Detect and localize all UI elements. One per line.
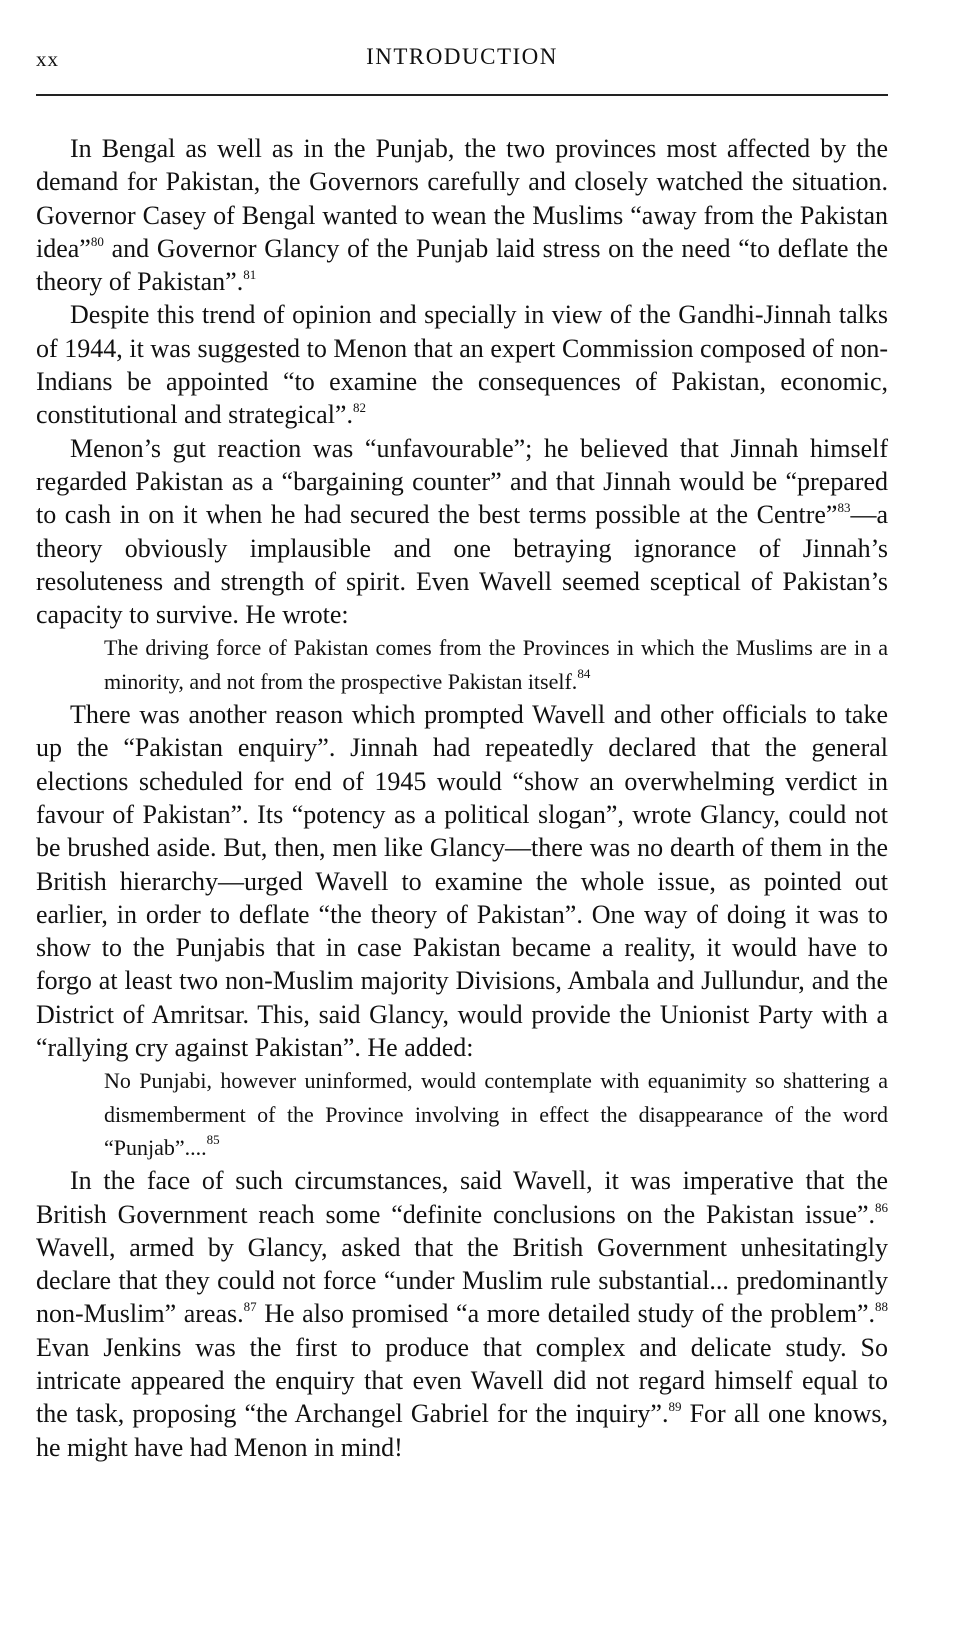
section-title: INTRODUCTION — [366, 44, 558, 69]
body-text — [36, 132, 888, 1464]
book-page — [36, 0, 888, 1464]
footnote-reference: 82 — [352, 400, 366, 416]
text-run: He also promised “a more detailed study of the problem”. — [256, 1299, 875, 1329]
paragraph — [36, 698, 888, 1064]
text-run: Evan Jenkins was the first to produce that complex and delicate study. So intricate appeared the enquiry that even Wavell did not regard himself equal to the task, proposing “the Archangel Gabriel for the inquiry”. — [36, 1332, 888, 1429]
running-header — [36, 0, 888, 96]
paragraph — [36, 432, 888, 632]
text-run: There was another reason which prompted Wavell and other officials to take up the “Pakistan enquiry”. Jinnah had repeatedly declared that the general elections scheduled for end of 1945 would “show an overwhelming verdict in favour of Pakistan”. Its “potency as a political slogan”, wrote Glancy, could not be brushed aside. But, then, men like Glancy—there was no dearth of them in the British hierarchy—urged Wavell to examine the whole issue, as pointed out earlier, in order to deflate “the theory of Pakistan”. One way of doing it was to show to the Punjabis that in case Pakistan became a reality, it would have to forgo at least two non-Muslim majority Divisions, Ambala and Jullundur, and the District of Amritsar. This, said Glancy, would provide the Unionist Party with a “rallying cry against Pakistan”. He added: — [36, 700, 888, 1063]
footnote-reference: 83 — [837, 500, 851, 516]
footnote-reference: 80 — [90, 233, 104, 249]
footnote-reference: 85 — [206, 1131, 220, 1147]
text-run: —a theory obviously implausible and one betraying ignorance of Jinnah’s resoluteness and strength of spirit. Even Wavell seemed sceptical of Pakistan’s capacity to survive. He wrote: — [36, 500, 888, 630]
block-quote — [104, 1064, 888, 1164]
text-run: and Governor Glancy of the Punjab laid stress on the need “to deflate the theory of Pakistan”. — [36, 233, 888, 297]
paragraph — [36, 1164, 888, 1464]
text-run: For all one knows, he might have had Menon in mind! — [36, 1399, 888, 1462]
paragraph — [36, 298, 888, 431]
footnote-reference: 84 — [577, 665, 591, 681]
text-run: In the face of such circumstances, said Wavell, it was imperative that the British Government reach some “definite conclusions on the Pakistan issue”. — [36, 1166, 888, 1229]
footnote-reference: 86 — [875, 1199, 888, 1215]
text-run: Despite this trend of opinion and specially in view of the Gandhi-Jinnah talks of 1944, it was suggested to Menon that an expert Commission composed of non-Indians be appointed “to examine the consequences of Pakistan, economic, constitutional and strategical”. — [36, 300, 888, 430]
text-run: The driving force of Pakistan comes from the Provinces in which the Muslims are in a minority, and not from the prospective Pakistan itself. — [104, 635, 888, 694]
footnote-reference: 87 — [243, 1299, 257, 1315]
text-run: Wavell, armed by Glancy, asked that the British Government unhesitatingly declare that they could not force “under Muslim rule substantial... predominantly non-Muslim” areas. — [36, 1232, 888, 1329]
page-number: xx — [36, 47, 59, 71]
footnote-reference: 81 — [243, 267, 257, 283]
paragraph — [36, 132, 888, 298]
text-run: No Punjabi, however uninformed, would contemplate with equanimity so shattering a dismemberment of the Province involving in effect the disappearance of the word “Punjab”.... — [104, 1068, 888, 1160]
text-run: In Bengal as well as in the Punjab, the two provinces most affected by the demand for Pakistan, the Governors carefully and closely watched the situation. Governor Casey of Bengal wanted to wean the Muslims “away from the Pakistan idea” — [36, 134, 888, 263]
block-quote — [104, 631, 888, 698]
footnote-reference: 89 — [668, 1399, 682, 1415]
footnote-reference: 88 — [874, 1299, 888, 1315]
text-run: Menon’s gut reaction was “unfavourable”; he believed that Jinnah himself regarded Pakistan as a “bargaining counter” and that Jinnah would be “prepared to cash in on it when he had secured the best terms possible at the Centre” — [36, 433, 888, 530]
